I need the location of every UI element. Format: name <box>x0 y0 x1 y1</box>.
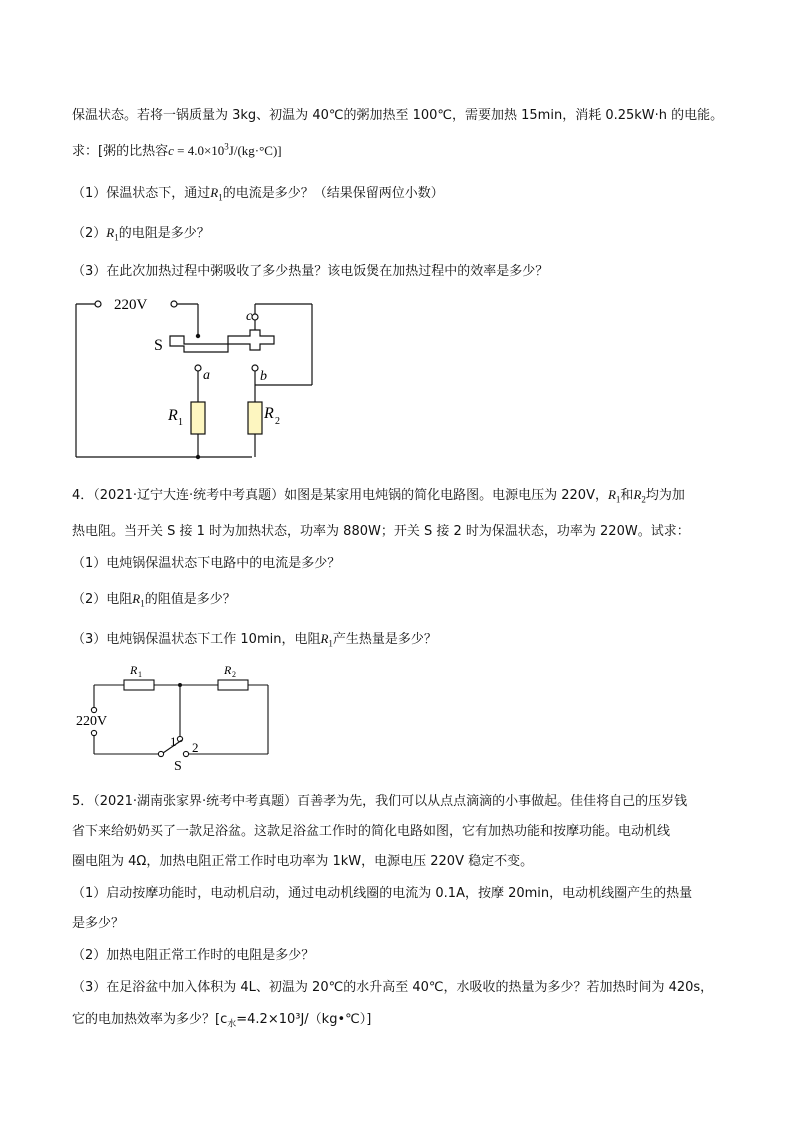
q3-question-1 <box>72 182 444 203</box>
r-symbol: R <box>132 591 141 606</box>
r-symbol: R <box>633 487 642 502</box>
q4-stem-part-2: 均为加 <box>645 488 685 503</box>
circuit-diagram-2 <box>72 660 282 775</box>
q3-text-line-2 <box>72 140 282 159</box>
r-symbol: R <box>210 185 219 200</box>
q3-question-3: （3）在此次加热过程中粥吸收了多少热量？该电饭煲在加热过程中的效率是多少？ <box>72 264 549 279</box>
water-subscript: 水 <box>227 1019 237 1030</box>
r-subscript: 1 <box>218 192 223 203</box>
specific-heat-value: = 4.0×10 <box>173 143 225 158</box>
diagram1-voltage-label: 220V <box>114 297 148 313</box>
diagram1-r2-subscript: 2 <box>275 416 280 427</box>
specific-heat-exponent: 3 <box>224 141 229 152</box>
r-subscript: 1 <box>114 232 119 243</box>
r-subscript: 1 <box>328 638 333 649</box>
diagram2-r2-label: R <box>224 663 232 677</box>
q4-stem-part-1: 4．（2021·辽宁大连·统考中考真题）如图是某家用电炖锅的简化电路图。电源电压为 220V， <box>72 488 608 503</box>
diagram1-switch-label: S <box>154 337 163 354</box>
q5-text-line-3: 圈电阻为 4Ω，加热电阻正常工作时电功率为 1kW，电源电压 220V 稳定不变。 <box>72 854 534 869</box>
diagram1-terminal-c: c <box>246 309 253 324</box>
diagram2-terminal-1: 1 <box>170 734 177 749</box>
q4-question-2-suffix: 的阻值是多少？ <box>144 592 236 607</box>
q4-question-1: （1）电炖锅保温状态下电路中的电流是多少？ <box>72 556 341 571</box>
q4-question-2-prefix: （2）电阻 <box>72 592 133 607</box>
q4-question-3 <box>72 628 437 649</box>
q4-text-line-1 <box>72 484 685 505</box>
q3-question-1-prefix: （1）保温状态下，通过 <box>72 186 211 201</box>
q5-question-1-line-2: 是多少？ <box>72 916 125 931</box>
diagram2-r1-label: R <box>130 663 138 677</box>
circuit-diagram-1 <box>70 290 330 465</box>
diagram1-r1-label: R <box>168 407 178 424</box>
q3-question-2-prefix: （2） <box>72 226 107 241</box>
r-subscript: 1 <box>140 598 145 609</box>
q5-text-line-1: 5．（2021·湖南张家界·统考中考真题）百善孝为先，我们可以从点点滴滴的小事做起。佳佳将自己的压岁钱 <box>72 794 688 809</box>
r-subscript: 2 <box>641 494 646 505</box>
r-subscript: 1 <box>615 494 621 505</box>
specific-heat-symbol: c <box>168 143 174 158</box>
q4-text-line-2: 热电阻。当开关 S 接 1 时为加热状态，功率为 880W；开关 S 接 2 时为保温状态，功率为 220W。试求： <box>72 524 690 539</box>
q3-question-1-suffix: 的电流是多少？（结果保留两位小数） <box>222 186 444 201</box>
specific-heat-unit: J/(kg·°C)] <box>228 143 282 158</box>
diagram1-terminal-a: a <box>203 368 210 383</box>
q3-question-2 <box>72 222 210 243</box>
diagram2-r1-subscript: 1 <box>138 670 142 679</box>
diagram2-switch-label: S <box>174 759 182 774</box>
r-symbol: R <box>607 487 616 502</box>
q5-question-3-suffix: =4.2×10³J/（kg•℃）] <box>236 1012 372 1027</box>
q5-question-3-line-1: （3）在足浴盆中加入体积为 4L、初温为 20℃的水升高至 40℃，水吸收的热量为多少？若加热时间为 420s， <box>72 980 714 995</box>
r-symbol: R <box>106 225 115 240</box>
q5-question-3-prefix: 它的电加热效率为多少？[c <box>72 1012 228 1027</box>
q4-question-2 <box>72 588 236 609</box>
diagram2-r2-subscript: 2 <box>232 670 236 679</box>
diagram2-terminal-2: 2 <box>192 740 199 755</box>
q4-question-3-suffix: 产生热量是多少？ <box>332 632 437 647</box>
q4-question-3-prefix: （3）电炖锅保温状态下工作 10min，电阻 <box>72 632 321 647</box>
diagram2-voltage-label: 220V <box>76 714 108 729</box>
q5-text-line-2: 省下来给奶奶买了一款足浴盆。这款足浴盆工作时的简化电路如图，它有加热功能和按摩功能。电动机线 <box>72 824 671 839</box>
r-symbol: R <box>320 631 329 646</box>
diagram1-r2-label: R <box>264 405 274 422</box>
q5-question-3-line-2 <box>72 1008 371 1030</box>
q5-question-1-line-1: （1）启动按摩功能时，电动机启动，通过电动机线圈的电流为 0.1A，按摩 20min，电动机线圈产生的热量 <box>72 886 693 901</box>
q4-stem-and: 和 <box>620 488 634 503</box>
q5-question-2: （2）加热电阻正常工作时的电阻是多少？ <box>72 948 315 963</box>
diagram1-r1-subscript: 1 <box>178 417 183 428</box>
q3-text-line-1: 保温状态。若将一锅质量为 3kg、初温为 40℃的粥加热至 100℃，需要加热 15min，消耗 0.25kW·h 的电能。 <box>72 108 724 123</box>
diagram1-terminal-b: b <box>260 369 267 384</box>
q3-text-line-2-prefix: 求：[粥的比热容 <box>72 144 169 159</box>
q3-question-2-suffix: 的电阻是多少？ <box>118 226 210 241</box>
